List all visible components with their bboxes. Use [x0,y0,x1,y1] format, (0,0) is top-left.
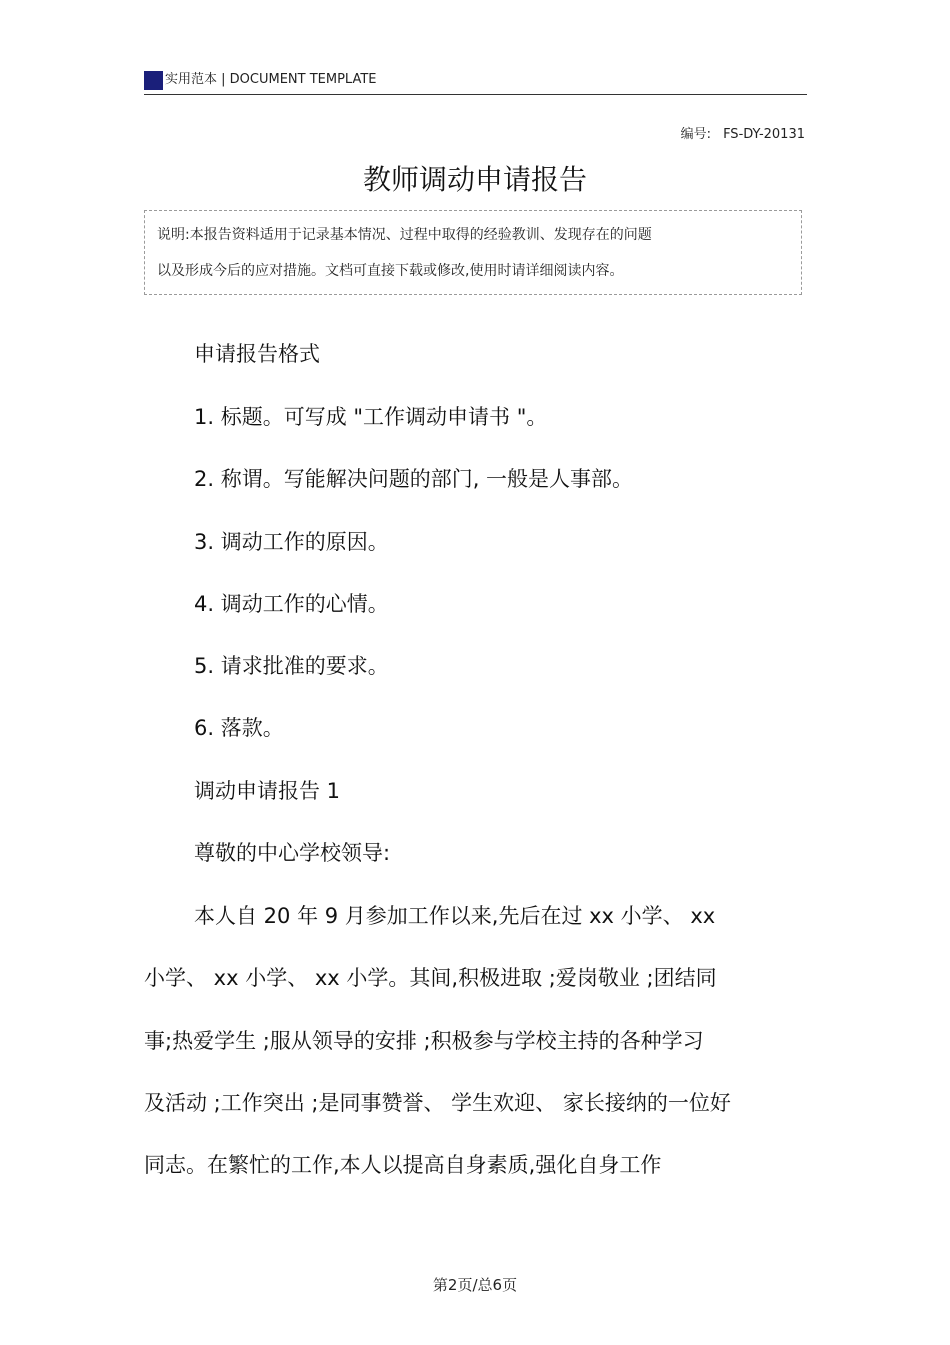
report-heading: 调动申请报告 1 [194,779,341,803]
description-line-1: 说明:本报告资料适用于记录基本情况、过程中取得的经验教训、发现存在的问题 [157,227,652,243]
paragraph-line-4: 及活动 ;工作突出 ;是同事赞誉、 学生欢迎、 家长接纳的一位好 [144,1091,731,1115]
page-header [144,68,807,95]
format-item-2: 2. 称谓。写能解决问题的部门, 一般是人事部。 [194,467,634,491]
document-number-label: 编号: [680,127,712,142]
format-item-5: 5. 请求批准的要求。 [194,654,389,678]
salutation: 尊敬的中心学校领导: [194,841,391,865]
paragraph-line-1: 本人自 20 年 9 月参加工作以来,先后在过 xx 小学、 xx [194,904,716,928]
header-logo-square [144,71,163,90]
format-item-1: 1. 标题。可写成 "工作调动申请书 "。 [194,405,548,429]
section-heading: 申请报告格式 [194,342,320,366]
document-number-value: FS-DY-20131 [723,127,805,142]
page-indicator: 第2页/总6页 [432,1276,518,1294]
paragraph-line-5: 同志。在繁忙的工作,本人以提高自身素质,强化自身工作 [144,1153,662,1177]
header-text: 实用范本 | DOCUMENT TEMPLATE [165,72,377,87]
description-box [144,210,802,295]
document-title: 教师调动申请报告 [362,163,587,196]
format-item-3: 3. 调动工作的原因。 [194,530,389,554]
description-line-2: 以及形成今后的应对措施。文档可直接下载或修改,使用时请详细阅读内容。 [157,263,624,279]
format-item-4: 4. 调动工作的心情。 [194,592,389,616]
paragraph-line-3: 事;热爱学生 ;服从领导的安排 ;积极参与学校主持的各种学习 [144,1029,704,1053]
document-number [681,127,805,143]
paragraph-line-2: 小学、 xx 小学、 xx 小学。其间,积极进取 ;爱岗敬业 ;团结同 [144,966,717,990]
format-item-6: 6. 落款。 [194,716,284,740]
